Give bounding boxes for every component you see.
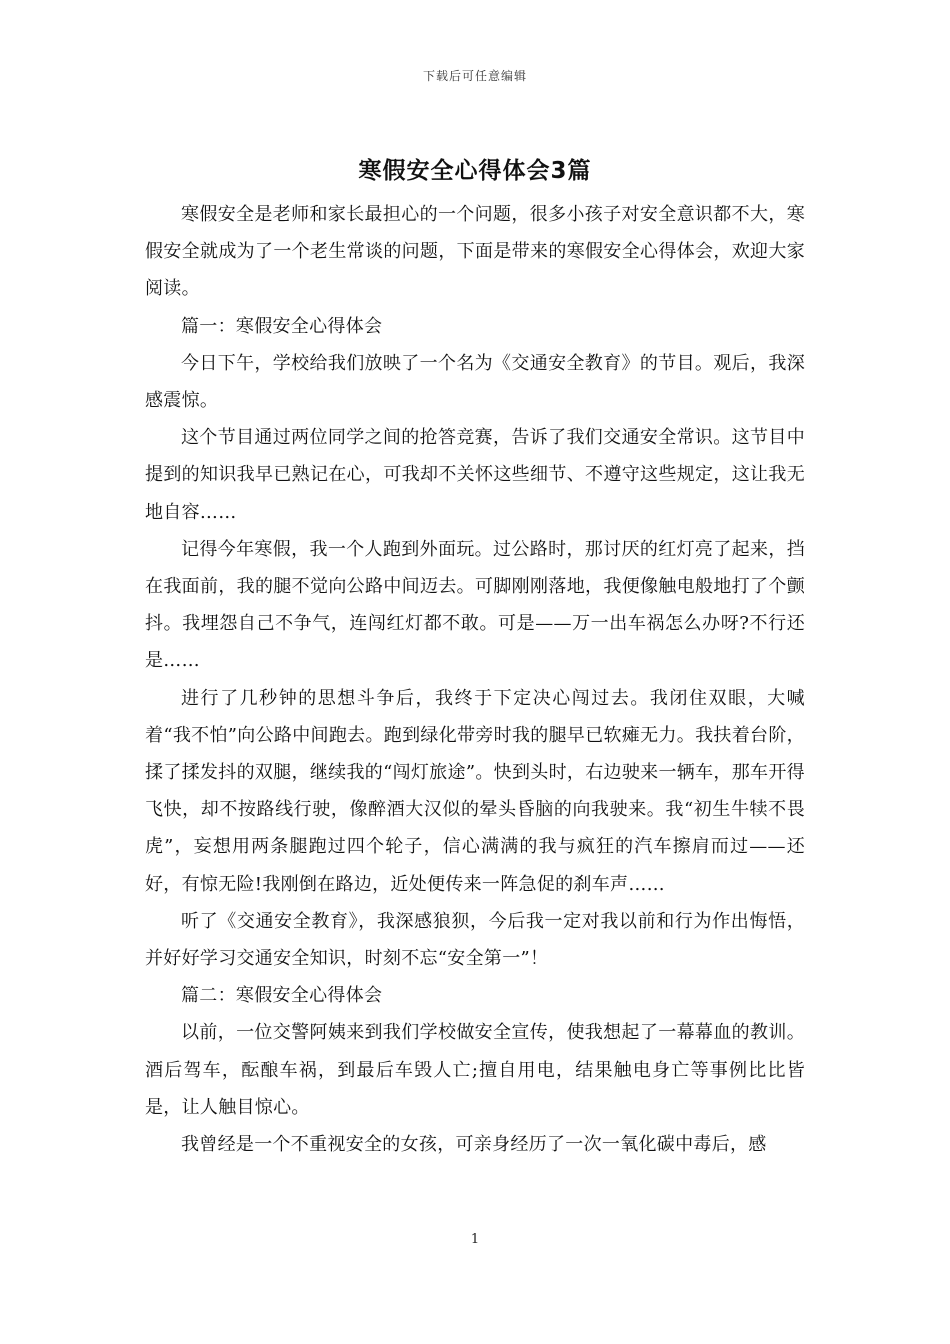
page-header: 下载后可任意编辑 xyxy=(422,69,527,83)
section-heading-1: 篇一：寒假安全心得体会 xyxy=(181,315,383,337)
section-heading-2: 篇二：寒假安全心得体会 xyxy=(181,985,383,1007)
document-body xyxy=(145,196,805,1163)
paragraph-intro: 寒假安全是老师和家长最担心的一个问题，很多小孩子对安全意识都不大，寒假安全就成为了一个老生常谈的问题，下面是带来的寒假安全心得体会，欢迎大家阅读。 xyxy=(145,204,805,300)
document-title: 寒假安全心得体会3篇 xyxy=(358,158,592,184)
paragraph: 记得今年寒假，我一个人跑到外面玩。过公路时，那讨厌的红灯亮了起来，挡在我面前，我的腿不觉向公路中间迈去。可脚刚刚落地，我便像触电般地打了个颤抖。我埋怨自己不争气，连闯红灯都不敢。可是——万一出车祸怎么办呀?不行还是…… xyxy=(145,538,805,672)
paragraph: 这个节目通过两位同学之间的抢答竞赛，告诉了我们交通安全常识。这节目中提到的知识我早已熟记在心，可我却不关怀这些细节、不遵守这些规定，这让我无地自容…… xyxy=(145,427,805,523)
paragraph: 我曾经是一个不重视安全的女孩，可亲身经历了一次一氧化碳中毒后，感 xyxy=(181,1134,767,1156)
paragraph: 进行了几秒钟的思想斗争后，我终于下定决心闯过去。我闭住双眼，大喊着“我不怕”向公路中间跑去。跑到绿化带旁时我的腿早已软瘫无力。我扶着台阶，揉了揉发抖的双腿，继续我的“闯灯旅途”。快到头时，右边驶来一辆车，那车开得飞快，却不按路线行驶，像醉酒大汉似的晕头昏脑的向我驶来。我“初生牛犊不畏虎”，妄想用两条腿跑过四个轮子，信心满满的我与疯狂的汽车擦肩而过——还好，有惊无险!我刚倒在路边，近处便传来一阵急促的刹车声…… xyxy=(145,687,805,895)
paragraph: 今日下午，学校给我们放映了一个名为《交通安全教育》的节目。观后，我深感震惊。 xyxy=(145,352,805,412)
paragraph: 听了《交通安全教育》，我深感狼狈，今后我一定对我以前和行为作出悔悟，并好好学习交通安全知识，时刻不忘“安全第一”！ xyxy=(145,910,805,970)
page-number: 1 xyxy=(470,1232,480,1247)
paragraph: 以前，一位交警阿姨来到我们学校做安全宣传，使我想起了一幕幕血的教训。酒后驾车，酝酿车祸，到最后车毁人亡;擅自用电，结果触电身亡等事例比比皆是，让人触目惊心。 xyxy=(145,1022,805,1118)
